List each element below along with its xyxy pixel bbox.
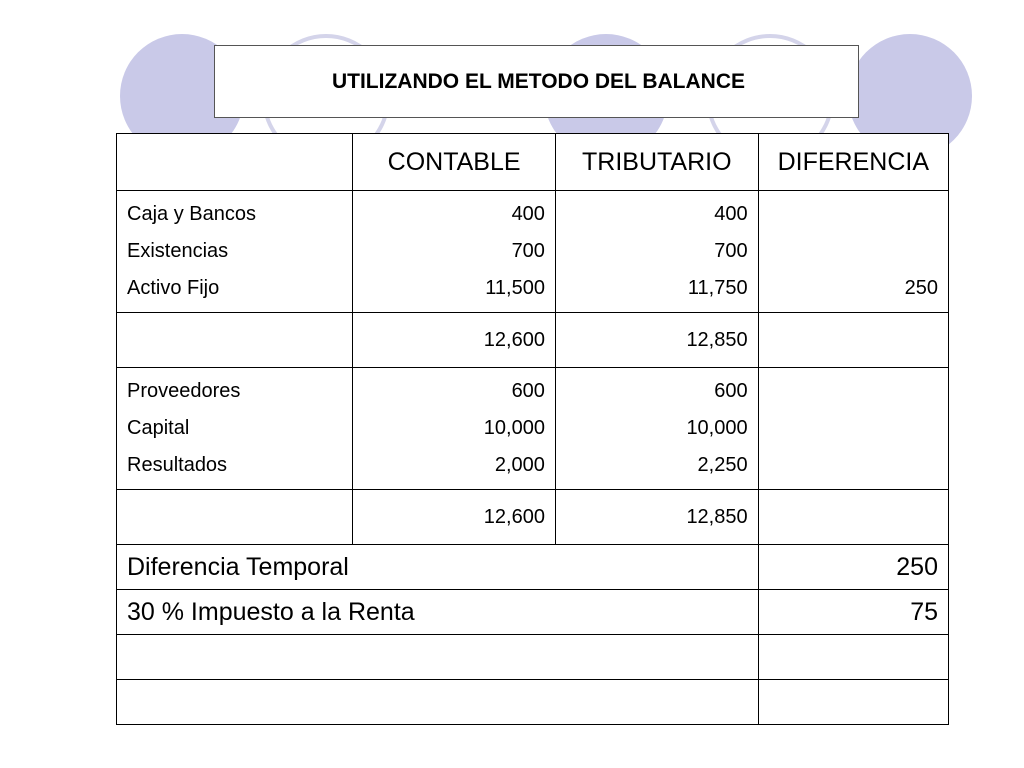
value-cell: 600: [511, 380, 545, 402]
balance-table: [116, 133, 949, 725]
assets-total-contable: 12,600: [353, 313, 556, 368]
summary-value: 75: [758, 590, 948, 635]
liabilities-total-tributario: 12,850: [555, 490, 758, 545]
value-cell: 700: [714, 240, 748, 262]
empty-row: [117, 635, 949, 680]
value-cell: 10,000: [686, 417, 748, 439]
summary-row-diferencia-temporal: [117, 545, 949, 590]
label-proveedores: Proveedores: [127, 380, 241, 402]
value-cell: 11,750: [687, 277, 748, 299]
value-cell: 600: [714, 380, 748, 402]
assets-diferencia-cell: [758, 191, 948, 313]
liabilities-row: [117, 368, 949, 490]
slide-title-text: UTILIZANDO EL METODO DEL BALANCE: [331, 69, 745, 93]
liabilities-tributario-cell: [555, 368, 758, 490]
label-resultados: Resultados: [127, 454, 228, 476]
header-empty-cell: [117, 134, 353, 191]
assets-contable-cell: [353, 191, 556, 313]
assets-total-row: [117, 313, 949, 368]
value-cell: 11,500: [485, 277, 545, 299]
summary-label: Diferencia Temporal: [117, 545, 759, 590]
summary-value: 250: [758, 545, 948, 590]
assets-labels-cell: [117, 191, 353, 313]
assets-tributario-cell: [555, 191, 758, 313]
label-capital: Capital: [127, 417, 190, 439]
liabilities-total-contable: 12,600: [353, 490, 556, 545]
empty-cell: [758, 313, 948, 368]
empty-cell: [117, 635, 759, 680]
summary-label: 30 % Impuesto a la Renta: [117, 590, 759, 635]
liabilities-contable-cell: [353, 368, 556, 490]
value-cell: 700: [511, 240, 545, 262]
empty-cell: [117, 680, 759, 725]
assets-row: [117, 191, 949, 313]
value-cell: 10,000: [483, 417, 545, 439]
header-row: [117, 134, 949, 191]
assets-total-tributario: 12,850: [555, 313, 758, 368]
empty-cell: [758, 635, 948, 680]
header-tributario: TRIBUTARIO: [555, 134, 758, 191]
value-cell: 400: [714, 203, 748, 225]
label-caja-bancos: Caja y Bancos: [127, 203, 256, 225]
empty-cell: [117, 313, 353, 368]
empty-cell: [758, 490, 948, 545]
value-cell: 2,250: [697, 454, 748, 476]
value-cell: 250: [904, 277, 938, 299]
empty-cell: [117, 490, 353, 545]
summary-row-impuesto: [117, 590, 949, 635]
slide-title: [214, 45, 859, 118]
header-diferencia: DIFERENCIA: [758, 134, 948, 191]
header-contable: CONTABLE: [353, 134, 556, 191]
empty-row: [117, 680, 949, 725]
empty-cell: [758, 368, 948, 490]
liabilities-labels-cell: [117, 368, 353, 490]
empty-cell: [758, 680, 948, 725]
value-cell: 400: [511, 203, 545, 225]
value-cell: 2,000: [494, 454, 545, 476]
liabilities-total-row: [117, 490, 949, 545]
label-existencias: Existencias: [127, 240, 229, 262]
label-activo-fijo: Activo Fijo: [127, 277, 220, 299]
